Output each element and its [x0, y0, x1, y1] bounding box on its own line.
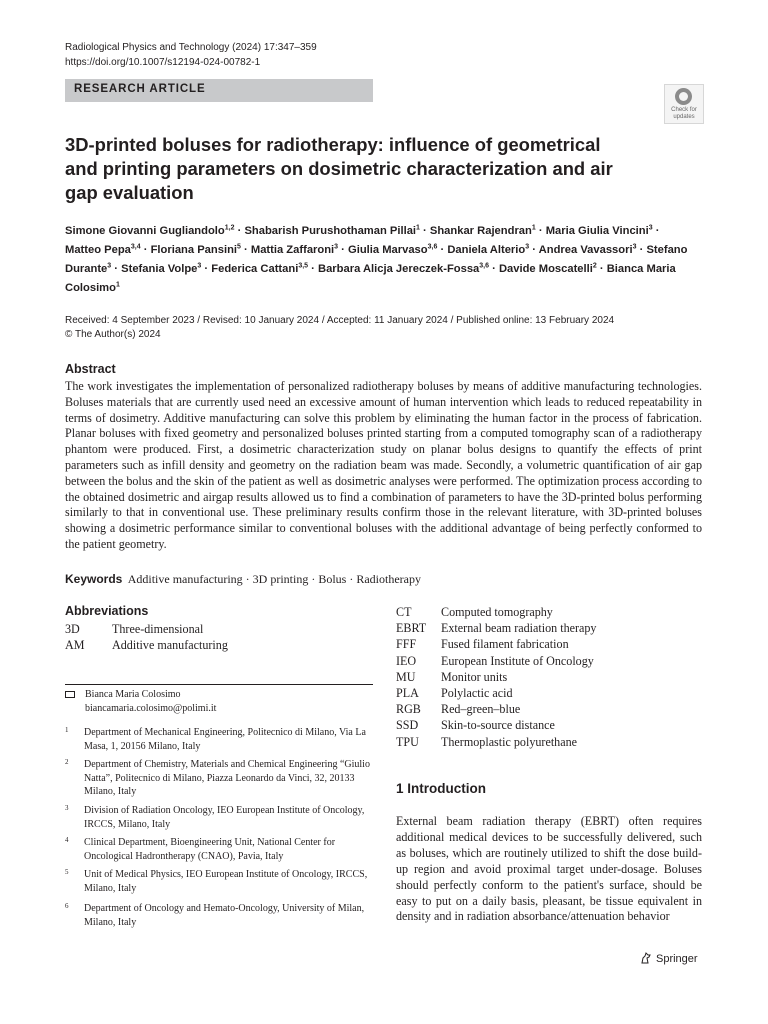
abbreviations-list-right [396, 604, 702, 750]
abbreviation-definition: Polylactic acid [441, 685, 513, 700]
abbreviation-definition: Additive manufacturing [112, 638, 228, 653]
abbreviation-code: 3D [65, 622, 80, 636]
author-name[interactable] [546, 225, 653, 237]
author-affiliation-marker: 3 [197, 262, 202, 270]
author-name[interactable] [499, 263, 597, 275]
affiliation-text: Department of Mechanical Engineering, Politecnico di Milano, Via La Masa, 1, 20156 Milano, Italy [84, 727, 366, 752]
author-affiliation-marker: 1 [416, 224, 420, 232]
author-affiliation-marker: 1 [531, 224, 536, 232]
article-title: 3D-printed boluses for radiotherapy: influence of geometrical and printing parameters on dosimetric characterization and air gap evaluation [65, 134, 613, 203]
author-name-text: Stefania Volpe [121, 263, 198, 275]
affiliation-number: 5 [65, 868, 69, 876]
author-name-text: Shabarish Purushothaman Pillai [244, 225, 417, 237]
abbreviation-definition: European Institute of Oncology [441, 653, 594, 668]
abbreviation-code: MU [396, 669, 416, 684]
author-list: Simone Giovanni Gugliandolo$^{1,2}$ · Shabarish Purushothaman Pillai$^1$ · Shankar Rajendran$^1$ · Maria Giulia Vincini$^3$ · Matteo Pepa$^{3,4}$ · Floriana Pansini$^5$ · Mattia Zaffaroni$^3$ · Giulia Marvaso$^{3,6}$ · Daniela Alterio$^3$ · Andrea Vavassori$^3$ · Stefano Durante$^3$ · Stefania Volpe$^3$ · Federica Cattani$^{3,5}$ · Barbara Alicja Jereczek-Fossa$^{3,6}$ · Davide Moscatelli$^2$ · Bianca Maria Colosimo$^1$ [65, 224, 688, 294]
author-affiliation-marker: 3,6 [427, 243, 438, 251]
envelope-icon [65, 691, 75, 698]
affiliation-number: 1 [65, 726, 69, 734]
abstract-text: The work investigates the implementation of personalized radiotherapy boluses by means of additive manufacturing technologies. Boluses materials that are currently used need an excessive amount of human intervention which leads to reduced repeatability in terms of dosimetry. Additive manufacturing can solve this problem by eliminating the human factor in the process of fabrication. Planar boluses with fixed geometry and personalized boluses printed starting from a computed tomography scan of a radiotherapy phantom were produced. First, a dosimetric characterization study on planar bolus designs to quantify the effects of print parameters such as infill density and geometry on the radiation beam was made. Secondly, a volumetric quantification of air gap between the bolus and the skin of the patient as well as dosimetric analyses were performed. The optimization process according to the obtained dosimetric and airgap results allowed us to find a combination of parameters to have the 3D-printed bolus performing similarly to that in conventional use. These preliminary results confirm those in the relevant literature, with 3D-printed boluses showing a dosimetric performance similar to conventional boluses with the additional advantage of being perfectly conformed to the patient geometry. [65, 379, 702, 551]
keywords-label: Keywords [65, 572, 123, 586]
keywords [65, 572, 421, 587]
abbreviation-code: EBRT [396, 621, 427, 636]
author-name[interactable] [539, 244, 637, 256]
affiliation-number: 6 [65, 902, 69, 910]
introduction-text: External beam radiation therapy (EBRT) often requires additional medical devices to be successfully delivered, such as boluses, which are routinely utilized to shift the dose build-up region and avoid proximal target under-dosage. Boluses should perfectly conform to the patient's surface, should be easy to put on a daily basis, pleasant, be tissue equivalent in density and in radiation absorbance/attenuation behavior [396, 814, 702, 924]
author-affiliation-marker: 3 [648, 224, 653, 232]
author-name-text: Maria Giulia Vincini [545, 225, 649, 237]
affiliation-text: Department of Oncology and Hemato-Oncology, University of Milan, Milano, Italy [84, 903, 365, 928]
author-name-text: Stefano Durante [65, 244, 688, 275]
abbreviation-row [396, 604, 702, 620]
abbreviation-row [396, 636, 702, 652]
abbreviation-row [396, 701, 702, 717]
author-affiliation-marker: 2 [592, 262, 597, 270]
abbreviation-row [396, 685, 702, 701]
abbreviation-code: FFF [396, 637, 417, 652]
author-name-text: Simone Giovanni Gugliandolo [65, 225, 225, 237]
journal-citation [65, 40, 317, 70]
author-name-text: Matteo Pepa [65, 244, 131, 256]
affiliation-text: Clinical Department, Bioengineering Unit, National Center for Oncological Hadrontherapy (CNAO), Pavia, Italy [84, 837, 336, 862]
check-badge-line1: Check for [671, 107, 697, 113]
abbreviation-row [65, 621, 365, 637]
author-name[interactable] [430, 225, 536, 237]
author-name[interactable] [348, 244, 437, 256]
author-name[interactable] [211, 263, 308, 275]
abbreviation-code: SSD [396, 718, 419, 733]
author-name[interactable] [65, 225, 234, 237]
affiliation-text: Department of Chemistry, Materials and Chemical Engineering “Giulio Natta”, Politecnico di Milano, Piazza Leonardo da Vinci, 32, 20133 Milano, Italy [84, 759, 370, 798]
author-affiliation-marker: 3 [107, 262, 112, 270]
affiliation-number: 4 [65, 836, 69, 844]
author-name-text: Davide Moscatelli [498, 263, 593, 275]
author-name-text: Andrea Vavassori [538, 244, 633, 256]
abbreviation-definition: Thermoplastic polyurethane [441, 734, 578, 749]
springer-horse-icon [640, 952, 652, 964]
correspondence-email[interactable]: biancamaria.colosimo@polimi.it [85, 703, 217, 714]
abbreviation-definition: Monitor units [441, 669, 508, 684]
author-name[interactable] [121, 263, 201, 275]
copyright-line: © The Author(s) 2024 [65, 329, 161, 340]
author-name[interactable] [251, 244, 338, 256]
check-badge-line2: updates [673, 114, 695, 120]
abstract-heading: Abstract [65, 362, 116, 376]
author-name-text: Giulia Marvaso [348, 244, 428, 256]
author-name-text: Barbara Alicja Jereczek-Fossa [318, 263, 480, 275]
abbreviations-heading: Abbreviations [65, 604, 149, 618]
affiliation-number: 2 [65, 758, 69, 766]
section-heading-introduction: 1 Introduction [396, 781, 486, 796]
author-affiliation-marker: 3,5 [298, 262, 309, 270]
abbreviation-code: AM [65, 638, 85, 653]
affiliation-text: Unit of Medical Physics, IEO European Institute of Oncology, IRCCS, Milano, Italy [84, 869, 368, 894]
abbreviation-code: PLA [396, 685, 419, 700]
abbreviation-row [396, 653, 702, 669]
abbreviation-row [396, 669, 702, 685]
abbreviations-list-left [65, 621, 365, 653]
author-name-text: Federica Cattani [211, 263, 299, 275]
abbreviation-definition: Fused filament fabrication [441, 637, 569, 652]
publisher-logo [640, 952, 698, 965]
correspondence-name: Bianca Maria Colosimo [85, 689, 181, 700]
abbreviation-definition: External beam radiation therapy [441, 621, 597, 636]
author-affiliation-marker: 1 [115, 281, 120, 289]
abbreviation-definition: Computed tomography [441, 605, 553, 619]
publisher-name: Springer [656, 953, 698, 965]
author-name-text: Shankar Rajendran [429, 225, 532, 237]
author-affiliation-marker: 3,4 [130, 243, 141, 251]
publication-dates [65, 314, 614, 342]
author-name[interactable] [244, 225, 420, 237]
author-name[interactable] [318, 263, 489, 275]
author-name-text: Bianca Maria Colosimo [65, 263, 676, 294]
abbreviation-definition: Skin-to-source distance [441, 718, 555, 733]
abbreviation-code: TPU [396, 734, 419, 749]
author-name-text: Mattia Zaffaroni [250, 244, 335, 256]
author-affiliation-marker: 3 [632, 243, 637, 251]
abbreviation-definition: Red–green–blue [441, 702, 521, 717]
author-affiliation-marker: 3 [525, 243, 530, 251]
article-type-label: RESEARCH ARTICLE [74, 83, 206, 95]
check-for-updates-badge[interactable] [664, 84, 704, 124]
author-name[interactable] [65, 244, 141, 256]
doi-link[interactable]: https://doi.org/10.1007/s12194-024-00782-1 [65, 57, 261, 68]
abbreviation-row [396, 620, 702, 636]
affiliation-number: 3 [65, 804, 69, 812]
author-name-text: Daniela Alterio [447, 244, 526, 256]
journal-line: Radiological Physics and Technology (2024) 17:347–359 [65, 42, 317, 53]
abbreviation-code: IEO [396, 653, 417, 668]
author-affiliation-marker: 1,2 [224, 224, 235, 232]
article-type-banner [65, 79, 373, 102]
author-name[interactable] [447, 244, 529, 256]
abbreviation-row [396, 734, 702, 750]
check-for-updates-icon [675, 88, 692, 105]
keywords-text: Additive manufacturing · 3D printing · Bolus · Radiotherapy [127, 572, 421, 586]
author-affiliation-marker: 3 [334, 243, 339, 251]
abbreviation-definition: Three-dimensional [112, 622, 204, 636]
abbreviation-row [396, 717, 702, 733]
footnote-divider [65, 684, 373, 685]
author-affiliation-marker: 5 [237, 243, 241, 251]
abbreviation-row [65, 637, 365, 653]
abbreviation-code: RGB [396, 702, 421, 717]
author-name[interactable] [151, 244, 241, 256]
affiliation-text: Division of Radiation Oncology, IEO European Institute of Oncology, IRCCS, Milano, Italy [84, 805, 365, 830]
abbreviation-code: CT [396, 605, 412, 619]
dates-line: Received: 4 September 2023 / Revised: 10 January 2024 / Accepted: 11 January 2024 / Published online: 13 February 2024 [65, 315, 615, 326]
author-affiliation-marker: 3,6 [479, 262, 490, 270]
author-name-text: Floriana Pansini [150, 244, 238, 256]
